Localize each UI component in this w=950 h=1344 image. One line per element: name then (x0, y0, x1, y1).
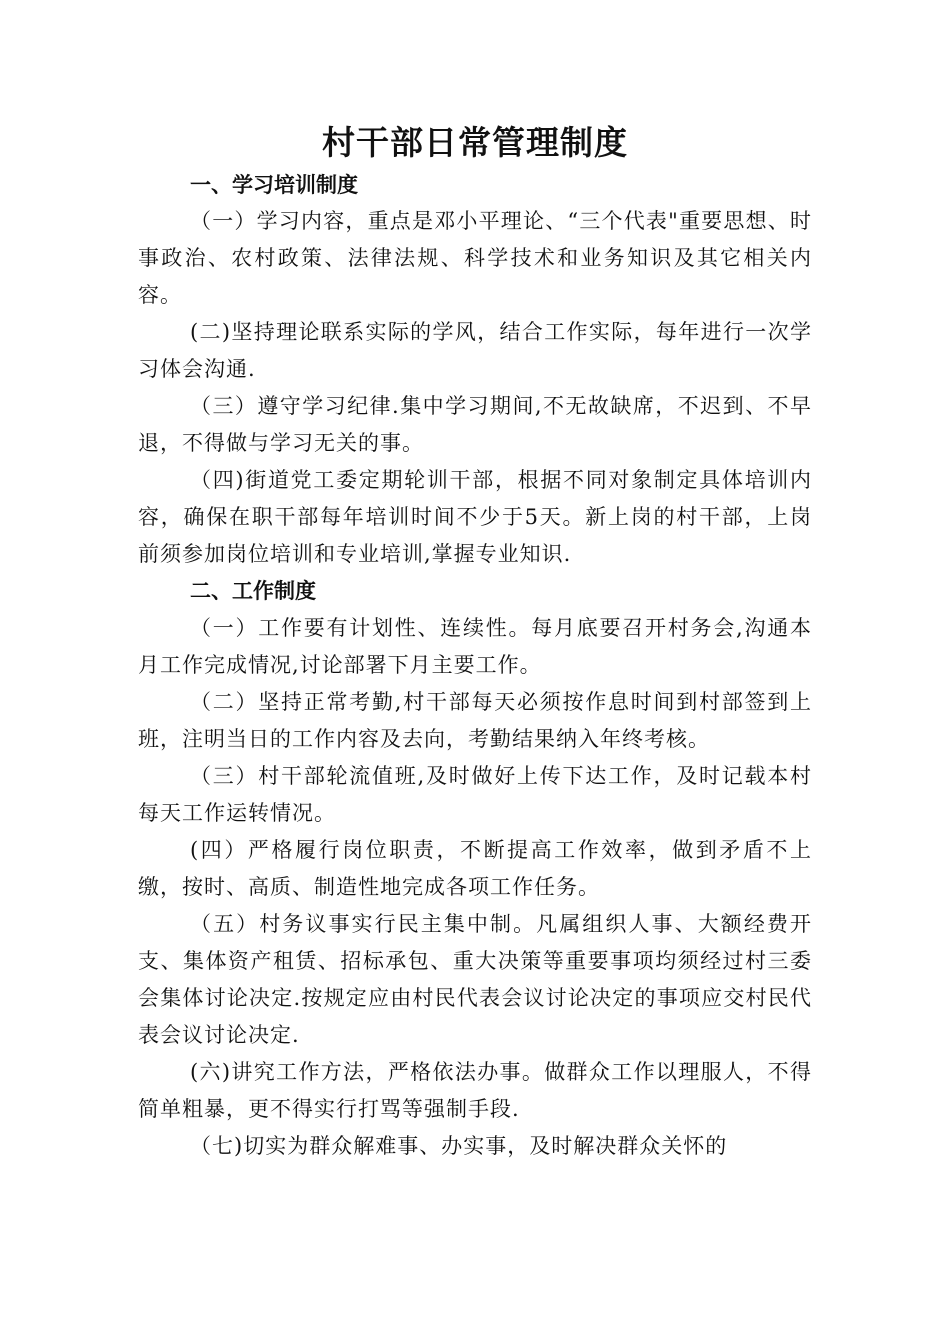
paragraph: (二)坚持理论联系实际的学风，结合工作实际，每年进行一次学习体会沟通. (138, 320, 812, 381)
paragraph: （二）坚持正常考勤,村干部每天必须按作息时间到村部签到上班，注明当日的工作内容及去向，考勤结果纳入年终考核。 (138, 690, 812, 751)
paragraph: （七)切实为群众解难事、办实事，及时解决群众关怀的 (190, 1134, 728, 1158)
paragraph: (四）严格履行岗位职责，不断提高工作效率，做到矛盾不上缴，按时、高质、制造性地完成各项工作任务。 (138, 838, 812, 899)
section-heading: 二、工作制度 (190, 579, 316, 603)
section-work-rules (138, 573, 812, 1165)
section-study-training (138, 167, 812, 573)
paragraph: （三）遵守学习纪律.集中学习期间,不无故缺席，不迟到、不早退，不得做与学习无关的事。 (138, 394, 812, 455)
section-heading: 一、学习培训制度 (190, 173, 358, 197)
paragraph: （五）村务议事实行民主集中制。凡属组织人事、大额经费开支、集体资产租赁、招标承包、重大决策等重要事项均须经过村三委会集体讨论决定.按规定应由村民代表会议讨论决定的事项应交村民代表会议讨论决定. (138, 912, 812, 1047)
paragraph: （四)街道党工委定期轮训干部，根据不同对象制定具体培训内容，确保在职干部每年培训时间不少于5天。新上岗的村干部，上岗前须参加岗位培训和专业培训,掌握专业知识. (138, 468, 812, 566)
paragraph: （三）村干部轮流值班,及时做好上传下达工作，及时记载本村每天工作运转情况。 (138, 764, 812, 825)
page-title: 村干部日常管理制度 (322, 123, 628, 162)
paragraph: （一）工作要有计划性、连续性。每月底要召开村务会,沟通本月工作完成情况,讨论部署下月主要工作。 (138, 616, 812, 677)
document-body (138, 167, 812, 1165)
paragraph: (六)讲究工作方法，严格依法办事。做群众工作以理服人，不得简单粗暴，更不得实行打骂等强制手段. (138, 1060, 812, 1121)
paragraph: （一）学习内容，重点是邓小平理论、“三个代表"重要思想、时事政治、农村政策、法律法规、科学技术和业务知识及其它相关内容。 (138, 209, 812, 307)
